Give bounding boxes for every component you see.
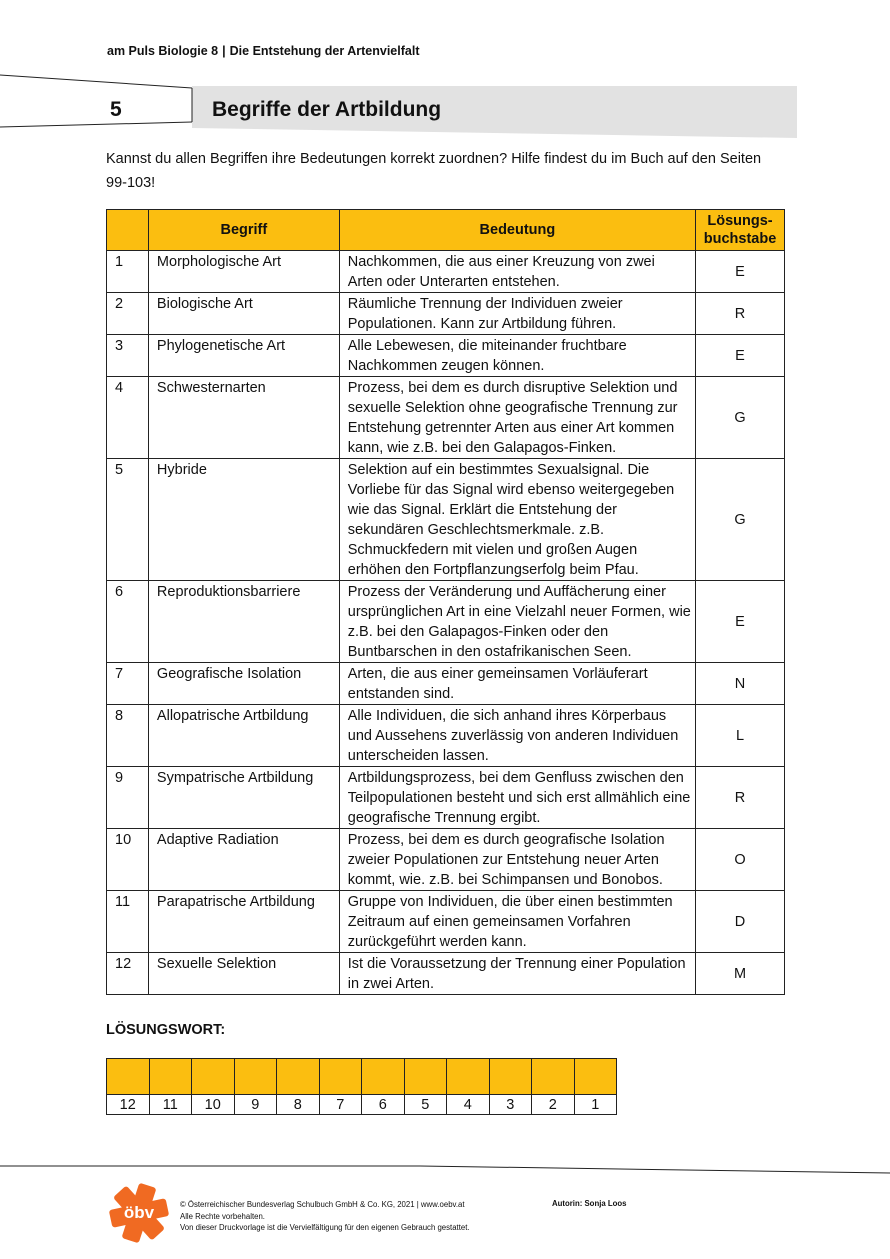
solution-cell[interactable] — [404, 1059, 447, 1095]
solution-cell[interactable] — [277, 1059, 320, 1095]
section-title: Begriffe der Artbildung — [212, 98, 442, 121]
book-title: am Puls Biologie 8 — [107, 44, 219, 58]
row-letter: M — [696, 953, 785, 995]
row-letter: R — [696, 293, 785, 335]
row-letter: D — [696, 891, 785, 953]
copyright-line: © Österreichischer Bundesverlag Schulbuch GmbH & Co. KG, 2021 | www.oebv.at — [180, 1200, 465, 1209]
row-term: Geografische Isolation — [148, 663, 339, 705]
row-meaning: Artbildungsprozess, bei dem Genfluss zwischen den Teilpopulationen besteht und sich erst allmählich eine geografische Trennung ergibt. — [339, 767, 695, 829]
solution-index: 11 — [149, 1095, 192, 1115]
table-row — [107, 767, 785, 829]
row-letter: L — [696, 705, 785, 767]
header-separator: | — [222, 44, 226, 58]
section-number: 5 — [110, 98, 122, 121]
header-num — [107, 210, 149, 251]
solution-cell[interactable] — [192, 1059, 235, 1095]
table-row — [107, 953, 785, 995]
instructions: Kannst du allen Begriffen ihre Bedeutungen korrekt zuordnen? Hilfe findest du im Buch auf den Seiten 99-103! — [106, 151, 762, 191]
solution-index: 12 — [107, 1095, 150, 1115]
row-letter: O — [696, 829, 785, 891]
solution-label: LÖSUNGSWORT: — [106, 1022, 226, 1038]
row-term: Biologische Art — [148, 293, 339, 335]
table-row — [107, 891, 785, 953]
rights-line: Alle Rechte vorbehalten. — [180, 1211, 265, 1221]
table-row — [107, 293, 785, 335]
row-term: Hybride — [148, 459, 339, 581]
solution-cell[interactable] — [107, 1059, 150, 1095]
row-term: Morphologische Art — [148, 251, 339, 293]
solution-index: 5 — [404, 1095, 447, 1115]
section-band-graphic — [0, 72, 890, 142]
row-term: Reproduktionsbarriere — [148, 581, 339, 663]
header-letter-line1: Lösungs- — [707, 213, 773, 229]
table-row — [107, 335, 785, 377]
solution-index: 4 — [447, 1095, 490, 1115]
solution-index: 10 — [192, 1095, 235, 1115]
row-meaning: Prozess, bei dem es durch geografische Isolation zweier Populationen zur Entstehung neuer Arten kommt, wie. z.B. bei Schimpansen und Bonobos. — [339, 829, 695, 891]
table-row — [107, 663, 785, 705]
row-meaning: Prozess, bei dem es durch disruptive Selektion und sexuelle Selektion ohne geografische Trennung zur Entstehung getrennter Arten aus einer Art kommen kann, wie z.B. bei den Galapagos-Finken. — [339, 377, 695, 459]
solution-cell[interactable] — [319, 1059, 362, 1095]
footer-divider — [0, 1160, 890, 1176]
row-number: 2 — [107, 293, 149, 335]
row-meaning: Alle Individuen, die sich anhand ihres Körperbaus und Aussehens zuverlässig von anderen Individuen unterscheiden lassen. — [339, 705, 695, 767]
chapter-title: Die Entstehung der Artenvielfalt — [229, 44, 420, 58]
row-letter: G — [696, 377, 785, 459]
permission-line: Von dieser Druckvorlage ist die Vervielfältigung für den eigenen Gebrauch gestattet. — [180, 1223, 470, 1232]
solution-index: 1 — [574, 1095, 617, 1115]
row-term: Parapatrische Artbildung — [148, 891, 339, 953]
row-term: Adaptive Radiation — [148, 829, 339, 891]
solution-cell[interactable] — [362, 1059, 405, 1095]
solution-index: 9 — [234, 1095, 277, 1115]
solution-cell[interactable] — [234, 1059, 277, 1095]
row-meaning: Alle Lebewesen, die miteinander fruchtbare Nachkommen zeugen können. — [339, 335, 695, 377]
row-number: 7 — [107, 663, 149, 705]
solution-cell[interactable] — [532, 1059, 575, 1095]
row-number: 11 — [107, 891, 149, 953]
row-number: 6 — [107, 581, 149, 663]
page-header — [107, 44, 419, 58]
row-meaning: Prozess der Veränderung und Auffächerung einer ursprünglichen Art in eine Vielzahl neuer Formen, wie z.B. bei den Galapagos-Finken oder den Buntbarschen in den ostafrikanischen Seen. — [339, 581, 695, 663]
row-number: 5 — [107, 459, 149, 581]
row-number: 8 — [107, 705, 149, 767]
table-header-row — [107, 210, 785, 251]
solution-index-row — [107, 1095, 617, 1115]
solution-cell[interactable] — [447, 1059, 490, 1095]
row-meaning: Nachkommen, die aus einer Kreuzung von zwei Arten oder Unterarten entstehen. — [339, 251, 695, 293]
solution-index: 3 — [489, 1095, 532, 1115]
solution-grid — [106, 1058, 617, 1115]
header-meaning: Bedeutung — [339, 210, 695, 251]
row-meaning: Gruppe von Individuen, die über einen bestimmten Zeitraum auf einen gemeinsamen Vorfahren zurückgeführt werden kann. — [339, 891, 695, 953]
solution-cell[interactable] — [574, 1059, 617, 1095]
terms-table — [106, 209, 785, 995]
table-row — [107, 581, 785, 663]
row-meaning: Räumliche Trennung der Individuen zweier Populationen. Kann zur Artbildung führen. — [339, 293, 695, 335]
author-credit: Autorin: Sonja Loos — [552, 1199, 627, 1208]
row-term: Sympatrische Artbildung — [148, 767, 339, 829]
row-number: 1 — [107, 251, 149, 293]
solution-cell[interactable] — [149, 1059, 192, 1095]
solution-index: 6 — [362, 1095, 405, 1115]
solution-index: 2 — [532, 1095, 575, 1115]
row-letter: E — [696, 581, 785, 663]
row-number: 9 — [107, 767, 149, 829]
row-term: Sexuelle Selektion — [148, 953, 339, 995]
table-row — [107, 377, 785, 459]
solution-index: 8 — [277, 1095, 320, 1115]
row-meaning: Arten, die aus einer gemeinsamen Vorläuferart entstanden sind. — [339, 663, 695, 705]
logo-text: öbv — [123, 1203, 155, 1222]
header-term: Begriff — [148, 210, 339, 251]
row-letter: R — [696, 767, 785, 829]
row-number: 3 — [107, 335, 149, 377]
table-row — [107, 459, 785, 581]
row-letter: N — [696, 663, 785, 705]
header-letter-line2: buchstabe — [703, 231, 777, 247]
solution-index: 7 — [319, 1095, 362, 1115]
solution-cell[interactable] — [489, 1059, 532, 1095]
row-number: 10 — [107, 829, 149, 891]
row-number: 4 — [107, 377, 149, 459]
solution-answer-row — [107, 1059, 617, 1095]
row-meaning: Ist die Voraussetzung der Trennung einer Population in zwei Arten. — [339, 953, 695, 995]
row-letter: E — [696, 335, 785, 377]
table-row — [107, 251, 785, 293]
row-letter: E — [696, 251, 785, 293]
row-number: 12 — [107, 953, 149, 995]
row-term: Allopatrische Artbildung — [148, 705, 339, 767]
table-row — [107, 829, 785, 891]
table-row — [107, 705, 785, 767]
row-term: Schwesternarten — [148, 377, 339, 459]
row-term: Phylogenetische Art — [148, 335, 339, 377]
row-letter: G — [696, 459, 785, 581]
row-meaning: Selektion auf ein bestimmtes Sexualsignal. Die Vorliebe für das Signal wird ebenso weitergegeben wie das Signal. Erklärt die Entstehung der sekundären Geschlechtsmerkmale. z.B. Schmuckfedern mit vielen und großen Augen erhöhen den Fortpflanzungserfolg beim Pfau. — [339, 459, 695, 581]
header-letter — [696, 210, 785, 251]
footer-text — [180, 1199, 470, 1234]
section-band — [0, 72, 890, 142]
